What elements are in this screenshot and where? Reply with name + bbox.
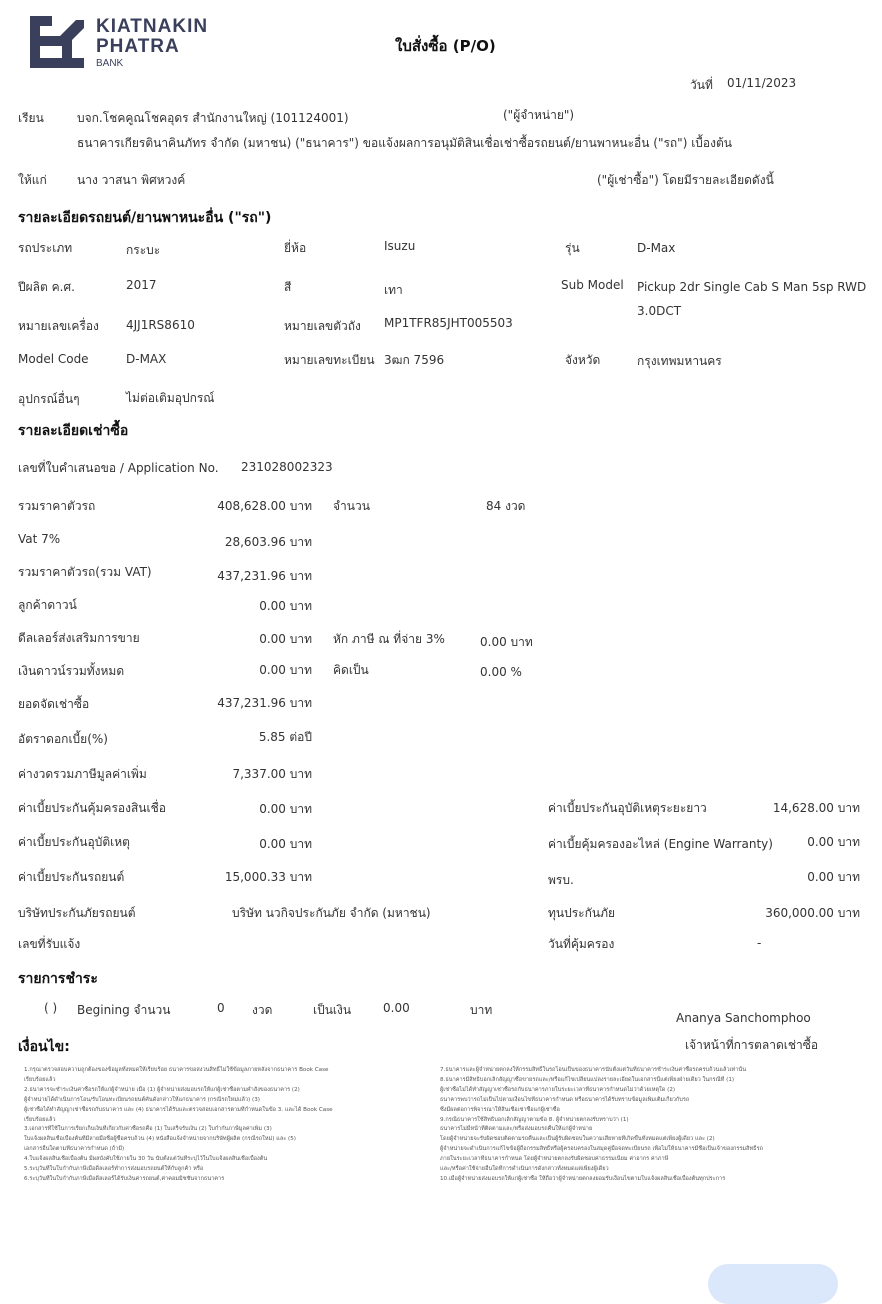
total-price-label: รวมราคาตัวรถ [18, 499, 96, 513]
total-down-label: เงินดาวน์รวมทั้งหมด [18, 664, 125, 678]
for-value: นาง วาสนา พิศหวงค์ [77, 173, 186, 187]
conditions-left [24, 1066, 422, 1185]
condition-line: เรียบร้อยแล้ว [24, 1076, 56, 1083]
date-label: วันที่ [690, 78, 713, 92]
bank-name-line1: KIATNAKIN [96, 16, 209, 37]
bank-logo [26, 14, 226, 74]
application-no-label: เลขที่ใบคำเสนอขอ / Application No. [18, 461, 219, 475]
approval-notice: ธนาคารเกียรตินาคินภัทร จำกัด (มหาชน) ("ธนาคาร") ขอแจ้งผลการอนุมัติสินเชื่อเช่าซื้อรถยนต์/ยานพาหนะอื่น ("รถ") เบื้องต้น [77, 136, 732, 150]
payment-amount-label: เป็นเงิน [313, 1003, 352, 1017]
credit-insurance-value: 0.00 บาท [259, 802, 312, 816]
car-insurance-value: 15,000.33 บาท [224, 870, 312, 884]
condition-line: 7.ธนาคารและผู้จำหน่ายตกลงให้กรรมสิทธิ์ในรถโอนเป็นของธนาคารนับตั้งแต่วันที่ธนาคารชำระเงินค่าซื้อรถครบถ้วนแล้วเท่านั้น [440, 1067, 747, 1073]
insurer-value: บริษัท นวกิจประกันภัย จำกัด (มหาชน) [232, 906, 431, 920]
conditions-right [440, 1066, 866, 1185]
installment-amount-label: ค่างวดรวมภาษีมูลค่าเพิ่ม [18, 767, 147, 781]
condition-line: โดยผู้จำหน่ายจะรับผิดชอบติดตามรถคืนและเป็นผู้รับผิดชอบในความเสียหายที่เกิดขึ้นทั้งหมดแต่เพียงผู้เดียว และ (2) [440, 1136, 715, 1143]
year-value: 2017 [126, 278, 157, 292]
notify-no-label: เลขที่รับแจ้ง [18, 937, 81, 951]
installments-value: 84 งวด [486, 499, 526, 513]
dealer-promo-label: ดีลเลอร์ส่งเสริมการขาย [18, 631, 140, 645]
application-no-value: 231028002323 [241, 460, 333, 474]
pa-long-label: ค่าเบี้ยประกันอุบัติเหตุระยะยาว [548, 801, 707, 815]
beginning-unit: งวด [252, 1003, 273, 1017]
color-value: เทา [384, 283, 403, 297]
dealer-promo-value: 0.00 บาท [259, 632, 312, 646]
condition-line: 9.กรณีธนาคารใช้สิทธิบอกเลิกสัญญาตามข้อ 8. ผู้จำหน่ายตกลงรับทราบว่า (1) [440, 1116, 629, 1123]
chassis-value: MP1TFR85JHT005503 [384, 316, 513, 330]
condition-line: 6.ระบุวันที่ในใบกำกับภาษีเมื่อดีลเลอร์ได้รับเงินค่ารถยนต์,ค่าคอมมิชชั่นจากธนาคาร [24, 1175, 225, 1182]
page-title: ใบสั่งซื้อ (P/O) [395, 37, 496, 55]
condition-line: 8.ธนาคารมีสิทธิบอกเลิกสัญญาซื้อขายรถและ/หรือแก้ไขเปลี่ยนแปลงรายละเอียดในเอกสารนี้แต่เพียงฝ่ายเดียว ในกรณีที่ (1) [440, 1076, 735, 1083]
modelcode-label: Model Code [18, 352, 89, 366]
for-role: ("ผู้เช่าซื้อ") โดยมีรายละเอียดดังนี้ [597, 173, 774, 187]
interest-rate-value: 5.85 ต่อปี [258, 730, 312, 744]
submodel-label: Sub Model [561, 278, 624, 292]
bank-name-line3: BANK [96, 58, 124, 69]
installments-label: จำนวน [333, 499, 370, 513]
withholding-tax-label: หัก ภาษี ณ ที่จ่าย 3% [333, 632, 445, 646]
province-value: กรุงเทพมหานคร [637, 354, 722, 368]
price-vat-label: รวมราคาตัวรถ(รวม VAT) [18, 565, 152, 579]
customer-down-label: ลูกค้าดาวน์ [18, 598, 77, 612]
model-label: รุ่น [565, 241, 580, 255]
chassis-label: หมายเลขตัวถัง [284, 319, 361, 333]
sum-insured-value: 360,000.00 บาท [765, 906, 860, 920]
compulsory-insurance-value: 0.00 บาท [807, 870, 860, 884]
conditions-title: เงื่อนไข: [18, 1039, 70, 1055]
down-pct-label: คิดเป็น [333, 663, 369, 677]
compulsory-insurance-label: พรบ. [548, 873, 574, 887]
total-down-value: 0.00 บาท [259, 663, 312, 677]
vat-value: 28,603.96 บาท [224, 535, 312, 549]
date-value: 01/11/2023 [727, 76, 797, 90]
interest-rate-label: อัตราดอกเบี้ย(%) [18, 732, 108, 746]
vehicle-type-label: รถประเภท [18, 241, 73, 255]
condition-line: ซึ่งมีผลต่อการพิจารณาให้สินเชื่อเช่าซื้อแก่ผู้เช่าซื้อ [440, 1106, 560, 1113]
condition-line: 3.เอกสารที่ใช้ในการเรียกเก็บเงินที่เกี่ยวกับค่าซื้อรถคือ (1) ใบเสร็จรับเงิน (2) ใบกำกับภาษีมูลค่าเพิ่ม (3) [24, 1126, 272, 1133]
payment-checkbox[interactable]: ( ) [44, 1001, 58, 1015]
engine-warranty-value: 0.00 บาท [807, 835, 860, 849]
condition-line: ผู้เช่าซื้อได้ทำสัญญาเช่าซื้อรถกับธนาคาร และ (4) ธนาคารได้รับและตรวจสอบเอกสารตามที่กำหนดในข้อ 3. และได้ Book Case [24, 1106, 333, 1113]
condition-line: เอกสารอื่นใดตามที่ธนาคารกำหนด (ถ้ามี) [24, 1146, 125, 1153]
car-insurance-label: ค่าเบี้ยประกันรถยนต์ [18, 870, 125, 884]
coverage-date-label: วันที่คุ้มครอง [548, 937, 615, 951]
credit-insurance-label: ค่าเบี้ยประกันคุ้มครองสินเชื่อ [18, 801, 166, 815]
bank-name-line2: PHATRA [96, 36, 180, 57]
condition-line: 4.ใบแจ้งผลสินเชื่อเบื้องต้น มีผลบังคับใช้ภายใน 30 วัน นับตั้งแต่วันที่ระบุไว้ในใบแจ้งผลสินเชื่อเบื้องต้น [24, 1156, 268, 1163]
brand-value: Isuzu [384, 239, 416, 253]
total-price-value: 408,628.00 บาท [217, 499, 312, 513]
engine-label: หมายเลขเครื่อง [18, 319, 99, 333]
submodel-value-line1: Pickup 2dr Single Cab S Man 5sp RWD [637, 280, 867, 294]
payment-section-title: รายการชำระ [18, 971, 98, 987]
accessory-label: อุปกรณ์อื่นๆ [18, 392, 80, 406]
vehicle-section-title: รายละเอียดรถยนต์/ยานพาหนะอื่น ("รถ") [18, 210, 272, 226]
lease-section-title: รายละเอียดเช่าซื้อ [18, 423, 129, 439]
condition-line: เรียบร้อยแล้ว [24, 1116, 56, 1123]
beginning-label: Begining จำนวน [77, 1003, 171, 1017]
accessory-value: ไม่ต่อเติมอุปกรณ์ [126, 391, 215, 405]
finance-amount-label: ยอดจัดเช่าซื้อ [18, 697, 90, 711]
color-label: สี [284, 280, 292, 294]
customer-down-value: 0.00 บาท [259, 599, 312, 613]
to-label: เรียน [18, 111, 44, 125]
condition-line: ผู้จำหน่ายจะดำเนินการแก้ไขข้อผู้ถือกรรมสิทธิ์หรือผู้ครอบครองในสมุดคู่มือจดทะเบียนรถ เพื่อไม่ให้ธนาคารมีชื่อเป็นเจ้าของกรรมสิทธิ์รถ [440, 1146, 763, 1153]
vehicle-type-value: กระบะ [126, 243, 161, 257]
modelcode-value: D-MAX [126, 352, 167, 366]
condition-line: 5.ระบุวันที่ในใบกำกับภาษีเมื่อดีลเลอร์ทำการส่งมอบรถยนต์ให้กับลูกค้า หรือ [24, 1166, 204, 1173]
bank-logo-icon [26, 14, 88, 72]
sum-insured-label: ทุนประกันภัย [548, 906, 616, 920]
installment-amount-value: 7,337.00 บาท [232, 767, 312, 781]
engine-value: 4JJ1RS8610 [126, 318, 195, 332]
condition-line: 10.เมื่อผู้จำหน่ายส่งมอบรถให้แก่ผู้เช่าซื้อ ให้ถือว่าผู้จำหน่ายตกลงยอมรับเงื่อนไขตามใบแจ้งผลสินเชื่อเบื้องต้นทุกประการ [440, 1175, 726, 1182]
accident-insurance-label: ค่าเบี้ยประกันอุบัติเหตุ [18, 835, 130, 849]
officer-name: Ananya Sanchomphoo [676, 1011, 811, 1025]
to-role: ("ผู้จำหน่าย") [503, 108, 575, 122]
beginning-count: 0 [217, 1001, 225, 1015]
model-value: D-Max [637, 241, 676, 255]
brand-label: ยี่ห้อ [284, 241, 307, 255]
for-label: ให้แก่ [18, 173, 47, 187]
withholding-tax-value: 0.00 บาท [480, 635, 533, 649]
condition-line: 1.กรุณาตรวจสอบความถูกต้องของข้อมูลทั้งหมดให้เรียบร้อย ธนาคารขอสงวนสิทธิ์ไม่ใช้ข้อมูลภายหลังจากธนาคาร Book Case [24, 1067, 329, 1073]
floating-action-button[interactable] [708, 1264, 838, 1304]
condition-line: ภายในระยะเวลาที่ธนาคารกำหนด โดยผู้จำหน่ายตกลงรับผิดชอบค่าธรรมเนียม ค่าอากร ค่าภาษี [440, 1156, 669, 1163]
payment-amount-value: 0.00 [383, 1001, 410, 1015]
condition-line: ผู้เช่าซื้อไม่ได้ทำสัญญาเช่าซื้อรถกับธนาคารภายในระยะเวลาที่ธนาคารกำหนดไม่ว่าด้วยเหตุใด (2) [440, 1086, 676, 1093]
price-vat-value: 437,231.96 บาท [217, 569, 312, 583]
coverage-date-value: - [757, 936, 762, 950]
engine-warranty-label: ค่าเบี้ยคุ้มครองอะไหล่ (Engine Warranty) [548, 837, 773, 851]
condition-line: 2.ธนาคารจะชำระเงินค่าซื้อรถให้แก่ผู้จำหน่าย เมื่อ (1) ผู้จำหน่ายส่งมอบรถให้แก่ผู้เช่าซื้อตามคำสั่งของธนาคาร (2) [24, 1086, 300, 1093]
year-label: ปีผลิต ค.ศ. [18, 280, 75, 294]
accident-insurance-value: 0.00 บาท [259, 837, 312, 851]
condition-line: และ/หรือค่าใช้จ่ายอื่นใดที่การดำเนินการดังกล่าวทั้งหมดแต่เพียงผู้เดียว [440, 1166, 609, 1173]
condition-line: ธนาคารพบว่ารถไม่เป็นไปตามเงื่อนไขที่ธนาคารกำหนด หรือธนาคารได้รับทราบข้อมูลเพิ่มเติมเกี่ยวกับรถ [440, 1096, 690, 1103]
condition-line: ธนาคารไม่มีหน้าที่ติดตามและ/หรือส่งมอบรถคืนให้แก่ผู้จำหน่าย [440, 1126, 593, 1133]
vat-label: Vat 7% [18, 532, 61, 546]
officer-title: เจ้าหน้าที่การตลาดเช่าซื้อ [685, 1038, 819, 1052]
plate-value: 3ฒก 7596 [384, 353, 445, 367]
to-value: บจก.โชคคูณโชคอุดร สำนักงานใหญ่ (101124001) [77, 111, 349, 125]
condition-line: ใบแจ้งผลสินเชื่อเบื้องต้นที่มีลายมือชื่อผู้ซื้อครบถ้วน (4) หนังสือแจ้งจำหน่ายจากบริษัทผู้ผลิต (กรณีรถใหม่) และ (5) [24, 1136, 296, 1143]
down-pct-value: 0.00 % [480, 665, 522, 679]
plate-label: หมายเลขทะเบียน [284, 353, 375, 367]
submodel-value-line2: 3.0DCT [637, 304, 682, 318]
condition-line: ผู้จำหน่ายได้ดำเนินการโอน/รับโอนทะเบียนรถยนต์คันดังกล่าวให้แก่ธนาคาร (กรณีรถใหม่แล้ว) (3) [24, 1096, 260, 1103]
pa-long-value: 14,628.00 บาท [772, 801, 860, 815]
insurer-label: บริษัทประกันภัยรถยนต์ [18, 906, 136, 920]
province-label: จังหวัด [565, 353, 601, 367]
finance-amount-value: 437,231.96 บาท [217, 696, 312, 710]
payment-currency: บาท [470, 1003, 493, 1017]
